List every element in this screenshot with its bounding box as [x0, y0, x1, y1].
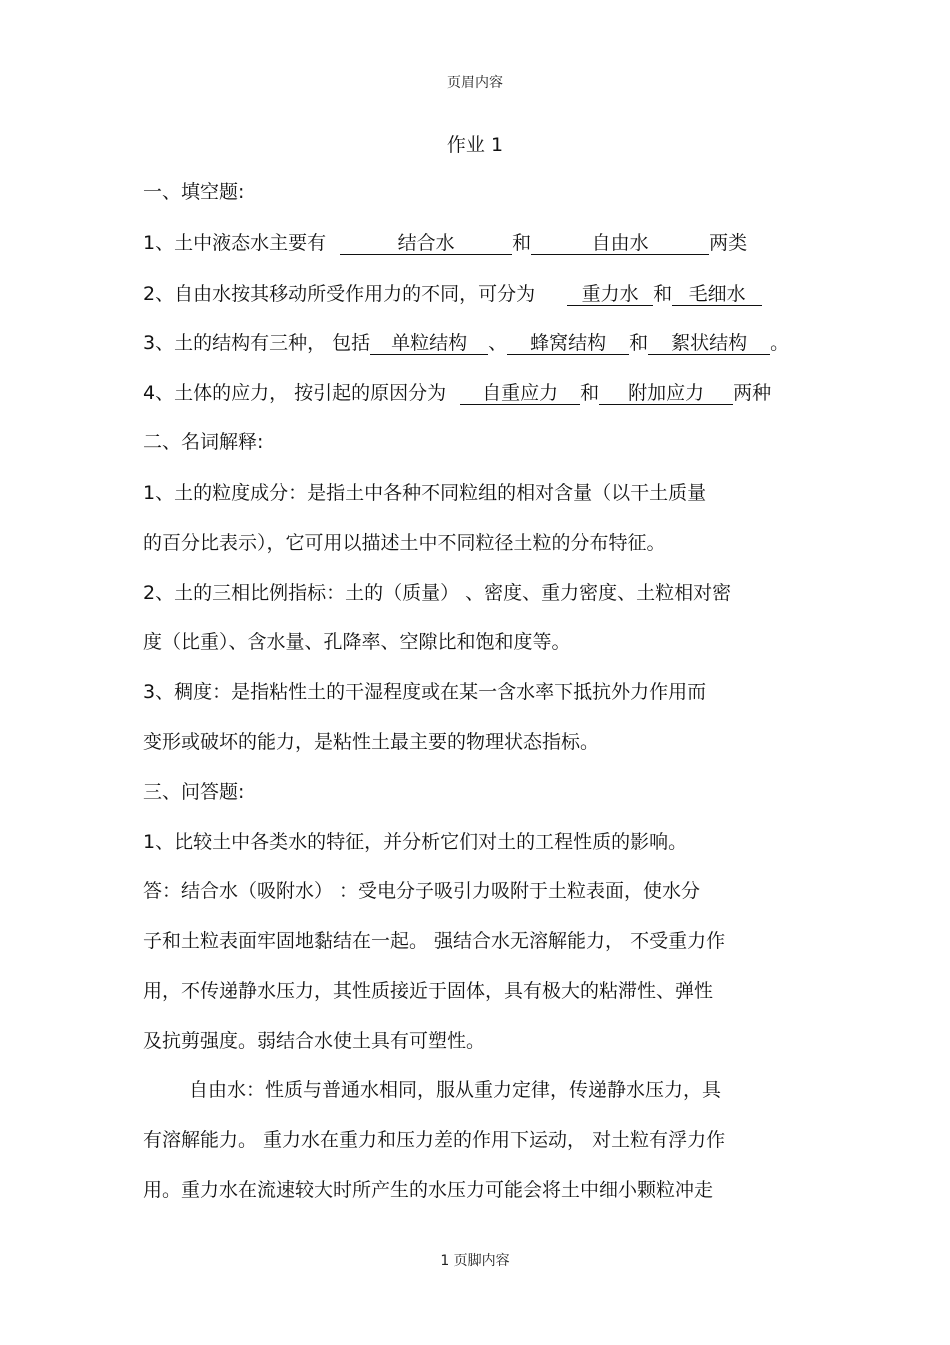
- qa-question-1: 1、比较土中各类水的特征，并分析它们对土的工程性质的影响。: [143, 831, 688, 853]
- qa-answer-line-6: 有溶解能力。 重力水在重力和压力差的作用下运动， 对土粒有浮力作: [143, 1129, 726, 1151]
- page-header: 页眉内容: [447, 75, 503, 91]
- fill-question-2: [143, 282, 762, 306]
- q4-mid: 和: [580, 382, 600, 404]
- q3-mid: 和: [629, 332, 649, 354]
- q4-answer-2: 附加应力: [599, 382, 733, 405]
- q3-suffix: 。: [770, 332, 790, 354]
- q3-answer-2: 蜂窝结构: [507, 332, 629, 355]
- section-heading-terms: 二、名词解释:: [143, 431, 264, 453]
- fill-question-3: [143, 331, 789, 355]
- fill-question-1: [143, 231, 747, 255]
- term-3-line-1: 3、稠度：是指粘性土的干湿程度或在某一含水率下抵抗外力作用而: [143, 681, 707, 703]
- section-heading-fill: 一、填空题:: [143, 181, 245, 203]
- q4-answer-1: 自重应力: [460, 382, 580, 405]
- q2-mid: 和: [653, 283, 673, 305]
- q4-suffix: 两种: [733, 382, 772, 404]
- q3-sep: 、: [488, 332, 508, 354]
- term-1-line-1: 1、土的粒度成分：是指土中各种不同粒组的相对含量（以干土质量: [143, 482, 707, 504]
- term-2-line-2: 度（比重）、含水量、孔降率、空隙比和饱和度等。: [143, 631, 571, 653]
- q1-answer-1: 结合水: [340, 232, 512, 255]
- qa-answer-line-5: 自由水：性质与普通水相同，服从重力定律，传递静水压力，具: [189, 1079, 722, 1101]
- fill-question-4: [143, 381, 771, 405]
- q1-mid: 和: [512, 232, 532, 254]
- section-heading-qa: 三、问答题:: [143, 781, 245, 803]
- page-footer: 1 页脚内容: [440, 1253, 510, 1269]
- q1-suffix: 两类: [709, 232, 748, 254]
- q2-prefix: 2、自由水按其移动所受作用力的不同，可分为: [143, 283, 536, 305]
- q1-answer-2: 自由水: [531, 232, 709, 255]
- qa-answer-line-2: 子和土粒表面牢固地黏结在一起。 强结合水无溶解能力， 不受重力作: [143, 930, 726, 952]
- q4-prefix: 4、土体的应力， 按引起的原因分为: [143, 382, 447, 404]
- qa-answer-line-7: 用。重力水在流速较大时所产生的水压力可能会将土中细小颗粒冲走: [143, 1179, 714, 1201]
- term-1-line-2: 的百分比表示），它可用以描述土中不同粒径土粒的分布特征。: [143, 532, 666, 554]
- q3-prefix: 3、土的结构有三种， 包括: [143, 332, 371, 354]
- term-3-line-2: 变形或破坏的能力，是粘性土最主要的物理状态指标。: [143, 731, 600, 753]
- qa-answer-line-4: 及抗剪强度。弱结合水使土具有可塑性。: [143, 1030, 486, 1052]
- qa-answer-line-1: 答：结合水（吸附水） ：受电分子吸引力吸附于土粒表面，使水分: [143, 880, 701, 902]
- q2-answer-1: 重力水: [567, 283, 653, 306]
- q3-answer-3: 絮状结构: [648, 332, 770, 355]
- q1-prefix: 1、土中液态水主要有: [143, 232, 327, 254]
- term-2-line-1: 2、土的三相比例指标：土的（质量） 、密度、重力密度、土粒相对密: [143, 582, 732, 604]
- qa-answer-line-3: 用，不传递静水压力，其性质接近于固体，具有极大的粘滞性、弹性: [143, 980, 714, 1002]
- q3-answer-1: 单粒结构: [370, 332, 488, 355]
- q2-answer-2: 毛细水: [672, 283, 762, 306]
- page-title: 作业 1: [446, 134, 504, 156]
